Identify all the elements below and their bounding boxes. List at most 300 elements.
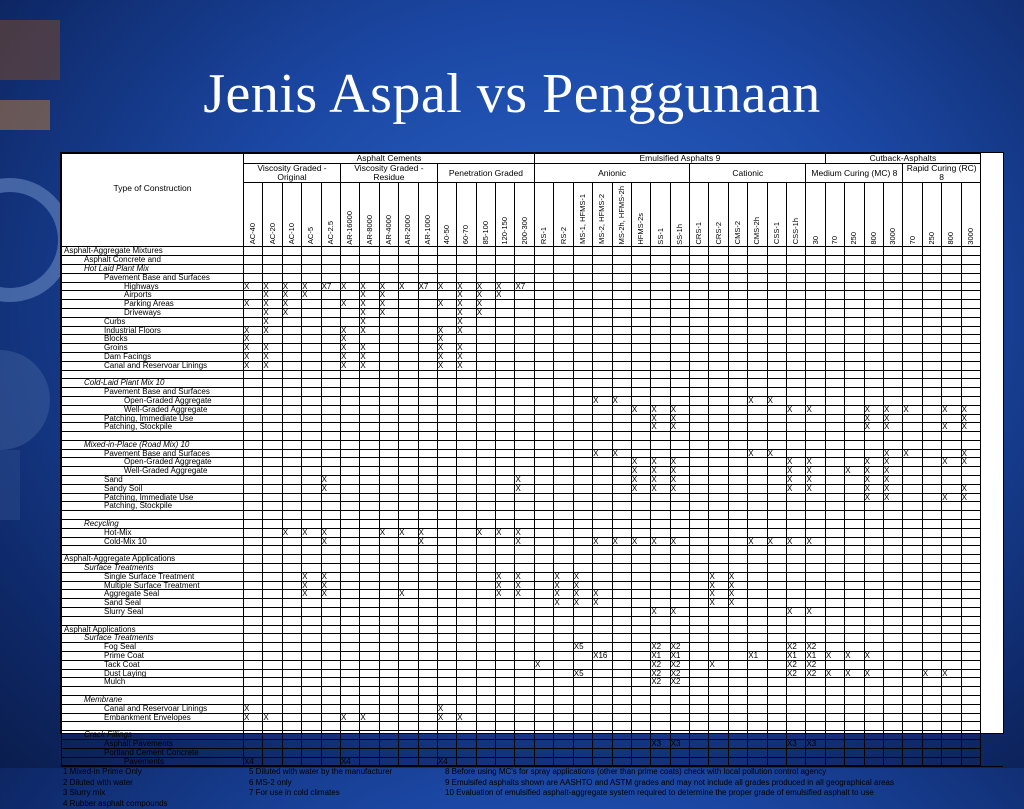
table-row (62, 317, 981, 326)
usage-cell (922, 652, 941, 661)
usage-mark: X (651, 457, 657, 467)
usage-cell (806, 308, 825, 317)
usage-cell (515, 696, 535, 705)
usage-cell (244, 396, 263, 405)
grade-label: SS-1h (674, 223, 684, 245)
usage-cell (496, 308, 515, 317)
usage-cell (922, 282, 941, 291)
grade-column-header (806, 183, 825, 247)
construction-type-label: Open-Graded Aggregate (62, 458, 244, 467)
usage-cell (263, 528, 282, 537)
usage-cell (690, 326, 709, 335)
grade-column-header (767, 183, 786, 247)
usage-cell (845, 423, 864, 432)
usage-cell (554, 493, 573, 502)
usage-cell (787, 388, 806, 397)
grade-label: AC-5 (306, 227, 316, 245)
usage-cell (418, 484, 437, 493)
usage-cell (244, 572, 263, 581)
usage-cell (399, 405, 418, 414)
usage-cell (282, 537, 301, 546)
usage-mark: X (825, 668, 832, 678)
usage-cell (476, 678, 495, 687)
usage-cell (806, 608, 825, 617)
usage-cell (709, 625, 728, 634)
usage-cell (884, 704, 903, 713)
usage-cell (244, 467, 263, 476)
usage-cell (670, 291, 689, 300)
usage-cell (282, 625, 301, 634)
usage-cell (922, 458, 941, 467)
usage-cell (942, 713, 961, 722)
usage-cell (631, 616, 650, 625)
usage-cell (709, 256, 728, 265)
table-row (62, 440, 981, 449)
usage-cell (728, 440, 747, 449)
usage-mark: X (437, 712, 444, 722)
usage-cell (457, 405, 476, 414)
construction-type-label: Embankment Envelopes (62, 713, 244, 722)
construction-type-label: Driveways (62, 308, 244, 317)
usage-cell (728, 476, 747, 485)
usage-cell (825, 308, 844, 317)
usage-cell (418, 449, 437, 458)
usage-cell (302, 757, 321, 766)
usage-cell (690, 379, 709, 388)
usage-cell (806, 678, 825, 687)
usage-cell (302, 696, 321, 705)
usage-cell (709, 722, 728, 731)
usage-cell (767, 696, 786, 705)
usage-cell (302, 511, 321, 520)
usage-cell (631, 564, 650, 573)
usage-cell (457, 396, 476, 405)
usage-cell (864, 308, 883, 317)
usage-cell (670, 739, 689, 748)
usage-cell (515, 326, 535, 335)
usage-cell (961, 502, 980, 511)
usage-cell (399, 335, 418, 344)
usage-cell (806, 722, 825, 731)
usage-cell (690, 291, 709, 300)
usage-cell (922, 335, 941, 344)
usage-cell (787, 335, 806, 344)
grade-label: MS-2, HFMS-2 (597, 194, 607, 245)
usage-mark: X (670, 607, 677, 617)
usage-cell (340, 537, 359, 546)
usage-cell (399, 528, 418, 537)
construction-type-label: Recycling (62, 520, 244, 529)
grade-column-header (457, 183, 476, 247)
table-row (62, 678, 981, 687)
usage-cell (884, 361, 903, 370)
usage-cell (787, 326, 806, 335)
usage-cell (418, 537, 437, 546)
usage-cell (767, 379, 786, 388)
usage-cell (515, 502, 535, 511)
usage-cell (670, 300, 689, 309)
usage-cell (787, 625, 806, 634)
usage-cell (961, 256, 980, 265)
usage-cell (340, 757, 359, 766)
usage-mark: X (961, 413, 967, 423)
usage-cell (922, 361, 941, 370)
grade-column-header (787, 183, 806, 247)
usage-cell (825, 678, 844, 687)
usage-cell (709, 291, 728, 300)
usage-cell (340, 414, 359, 423)
usage-cell (360, 678, 379, 687)
type-of-construction-header: Type of Construction (62, 154, 244, 247)
usage-cell (360, 326, 379, 335)
table-row (62, 308, 981, 317)
usage-mark: X (728, 571, 735, 581)
usage-cell (476, 616, 495, 625)
footnote-line (61, 778, 1003, 789)
usage-mark: X (942, 404, 948, 414)
usage-mark: X2 (651, 677, 662, 687)
usage-cell (631, 660, 650, 669)
usage-cell (961, 739, 980, 748)
usage-cell (922, 264, 941, 273)
usage-cell (282, 678, 301, 687)
usage-cell (767, 344, 786, 353)
usage-cell (942, 352, 961, 361)
usage-cell (651, 352, 670, 361)
usage-cell (748, 757, 767, 766)
usage-cell (302, 414, 321, 423)
usage-cell (340, 300, 359, 309)
usage-cell (496, 344, 515, 353)
usage-cell (767, 273, 786, 282)
usage-mark: X (457, 351, 463, 361)
usage-cell (496, 493, 515, 502)
usage-cell (728, 432, 747, 441)
usage-cell (728, 396, 747, 405)
usage-cell (903, 669, 922, 678)
usage-cell (418, 300, 437, 309)
usage-cell (515, 757, 535, 766)
usage-cell (767, 572, 786, 581)
usage-cell (515, 511, 535, 520)
usage-cell (418, 608, 437, 617)
usage-cell (340, 713, 359, 722)
grade-column-header (612, 183, 631, 247)
usage-cell (670, 581, 689, 590)
usage-mark: X (282, 307, 289, 317)
usage-cell (670, 326, 689, 335)
usage-cell (399, 414, 418, 423)
usage-cell (476, 713, 495, 722)
usage-cell (534, 432, 553, 441)
usage-cell (437, 432, 456, 441)
usage-mark: X (496, 589, 502, 599)
usage-cell (379, 388, 398, 397)
usage-mark: X (670, 536, 677, 546)
usage-cell (321, 652, 340, 661)
usage-cell (631, 256, 650, 265)
usage-cell (864, 616, 883, 625)
usage-cell (263, 652, 282, 661)
construction-type-label: Blocks (62, 335, 244, 344)
construction-type-label: Patching, Stockpile (62, 423, 244, 432)
grade-label: AR-16000 (345, 210, 355, 245)
usage-cell (457, 264, 476, 273)
usage-cell (728, 423, 747, 432)
usage-mark: X (767, 395, 773, 405)
table-row (62, 528, 981, 537)
usage-cell (767, 256, 786, 265)
grade-label: MS-1, HFMS-1 (577, 194, 587, 245)
usage-cell (418, 555, 437, 564)
usage-cell (903, 520, 922, 529)
usage-cell (244, 581, 263, 590)
usage-cell (302, 528, 321, 537)
usage-cell (651, 687, 670, 696)
usage-cell (593, 405, 612, 414)
usage-cell (573, 731, 592, 740)
usage-cell (457, 643, 476, 652)
usage-cell (651, 713, 670, 722)
usage-cell (244, 405, 263, 414)
usage-cell (573, 440, 592, 449)
usage-cell (884, 608, 903, 617)
usage-cell (612, 564, 631, 573)
usage-cell (922, 344, 941, 353)
usage-cell (748, 317, 767, 326)
usage-cell (690, 273, 709, 282)
usage-cell (573, 528, 592, 537)
table-row (62, 669, 981, 678)
usage-cell (534, 678, 553, 687)
usage-cell (612, 722, 631, 731)
usage-cell (340, 432, 359, 441)
construction-type-label: Fog Seal (62, 643, 244, 652)
usage-cell (360, 247, 379, 256)
usage-cell (748, 414, 767, 423)
usage-cell (845, 652, 864, 661)
usage-cell (903, 467, 922, 476)
usage-cell (515, 546, 535, 555)
usage-cell (302, 713, 321, 722)
usage-cell (496, 458, 515, 467)
usage-cell (282, 432, 301, 441)
usage-cell (263, 713, 282, 722)
usage-cell (767, 713, 786, 722)
usage-cell (534, 247, 553, 256)
usage-cell (922, 731, 941, 740)
usage-cell (709, 608, 728, 617)
usage-cell (884, 317, 903, 326)
usage-cell (961, 713, 980, 722)
usage-cell (515, 396, 535, 405)
usage-mark: X (263, 316, 269, 326)
usage-cell (515, 643, 535, 652)
usage-cell (884, 757, 903, 766)
usage-cell (767, 590, 786, 599)
usage-cell (360, 581, 379, 590)
usage-cell (282, 511, 301, 520)
usage-cell (534, 370, 553, 379)
usage-cell (690, 528, 709, 537)
subgroup-header: Rapid Curing (RC) 8 (903, 164, 981, 183)
usage-cell (437, 634, 456, 643)
usage-mark: X (864, 422, 870, 432)
usage-cell (903, 405, 922, 414)
usage-cell (340, 546, 359, 555)
usage-cell (728, 520, 747, 529)
usage-cell (631, 687, 650, 696)
usage-cell (825, 449, 844, 458)
usage-mark: X (593, 395, 599, 405)
usage-cell (884, 352, 903, 361)
usage-cell (825, 757, 844, 766)
usage-cell (244, 379, 263, 388)
usage-cell (515, 599, 535, 608)
usage-cell (651, 423, 670, 432)
usage-mark: X (864, 404, 870, 414)
usage-cell (864, 757, 883, 766)
usage-cell (651, 704, 670, 713)
usage-mark: X (399, 527, 405, 537)
usage-cell (554, 432, 573, 441)
usage-cell (457, 537, 476, 546)
usage-cell (321, 713, 340, 722)
usage-mark: X (418, 527, 424, 537)
usage-cell (321, 511, 340, 520)
grade-label: 60-70 (461, 225, 471, 245)
usage-cell (340, 493, 359, 502)
usage-cell (631, 669, 650, 678)
usage-cell (573, 361, 592, 370)
usage-cell (379, 352, 398, 361)
usage-cell (282, 731, 301, 740)
usage-mark: X (457, 290, 463, 300)
usage-cell (825, 537, 844, 546)
usage-cell (340, 555, 359, 564)
usage-cell (457, 722, 476, 731)
usage-cell (244, 256, 263, 265)
usage-cell (437, 528, 456, 537)
usage-cell (282, 458, 301, 467)
usage-cell (534, 616, 553, 625)
usage-mark: X (340, 343, 347, 353)
grade-label: AR-8000 (364, 214, 374, 245)
usage-cell (263, 511, 282, 520)
usage-cell (593, 511, 612, 520)
usage-cell (670, 484, 689, 493)
usage-mark: X (534, 659, 541, 669)
usage-cell (534, 458, 553, 467)
usage-mark: X (360, 290, 366, 300)
table-row (62, 282, 981, 291)
usage-cell (767, 739, 786, 748)
usage-mark: X (302, 571, 308, 581)
usage-cell (884, 379, 903, 388)
usage-cell (340, 440, 359, 449)
usage-cell (534, 581, 553, 590)
usage-cell (399, 476, 418, 485)
usage-cell (767, 414, 786, 423)
usage-mark: X (515, 571, 521, 581)
usage-cell (282, 564, 301, 573)
usage-cell (748, 511, 767, 520)
usage-cell (573, 370, 592, 379)
usage-cell (244, 687, 263, 696)
usage-cell (728, 361, 747, 370)
usage-cell (244, 599, 263, 608)
usage-cell (728, 405, 747, 414)
usage-cell (321, 423, 340, 432)
usage-cell (263, 555, 282, 564)
usage-cell (399, 546, 418, 555)
usage-cell (437, 502, 456, 511)
usage-mark: X (457, 325, 463, 335)
usage-cell (554, 739, 573, 748)
construction-type-label: Tack Coat (62, 660, 244, 669)
usage-cell (690, 564, 709, 573)
usage-cell (690, 467, 709, 476)
usage-cell (922, 414, 941, 423)
usage-cell (321, 396, 340, 405)
usage-cell (418, 458, 437, 467)
usage-cell (476, 388, 495, 397)
usage-cell (690, 256, 709, 265)
construction-type-label: Dust Laying (62, 669, 244, 678)
usage-cell (845, 273, 864, 282)
usage-mark: X (379, 307, 386, 317)
usage-cell (651, 440, 670, 449)
usage-cell (690, 335, 709, 344)
usage-cell (360, 370, 379, 379)
usage-cell (573, 493, 592, 502)
usage-cell (340, 625, 359, 634)
usage-cell (825, 291, 844, 300)
usage-cell (903, 616, 922, 625)
usage-cell (476, 449, 495, 458)
usage-cell (767, 634, 786, 643)
usage-cell (476, 308, 495, 317)
usage-cell (360, 590, 379, 599)
usage-cell (515, 484, 535, 493)
usage-mark: X (457, 343, 463, 353)
usage-cell (922, 405, 941, 414)
usage-cell (263, 370, 282, 379)
usage-cell (476, 572, 495, 581)
usage-cell (379, 264, 398, 273)
usage-cell (690, 264, 709, 273)
usage-cell (709, 528, 728, 537)
usage-cell (593, 572, 612, 581)
usage-mark: X (651, 404, 657, 414)
usage-cell (360, 449, 379, 458)
usage-mark: X (321, 483, 327, 493)
usage-cell (670, 757, 689, 766)
usage-cell (903, 555, 922, 564)
usage-cell (845, 344, 864, 353)
usage-cell (612, 739, 631, 748)
usage-cell (437, 520, 456, 529)
usage-cell (418, 660, 437, 669)
usage-cell (457, 528, 476, 537)
footnotes (61, 766, 1003, 809)
construction-type-label: Sandy Soil (62, 484, 244, 493)
usage-cell (631, 625, 650, 634)
usage-cell (670, 352, 689, 361)
usage-cell (709, 317, 728, 326)
usage-cell (961, 731, 980, 740)
usage-cell (418, 467, 437, 476)
